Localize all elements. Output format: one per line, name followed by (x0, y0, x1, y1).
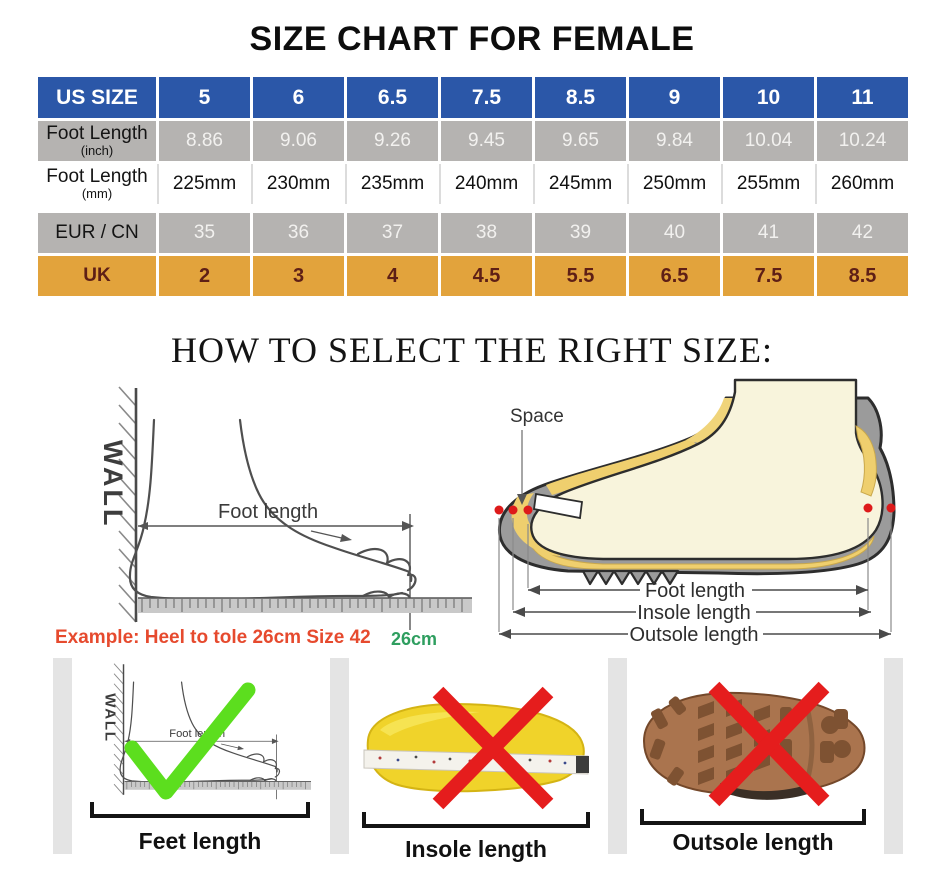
space-label: Space (510, 406, 564, 427)
outsole-length-panel (628, 663, 878, 828)
inch-value: 9.06 (253, 121, 344, 161)
us-size-value: 11 (817, 77, 908, 118)
mm-value: 245mm (535, 164, 626, 204)
inch-value: 9.45 (441, 121, 532, 161)
foot-length-dimension (138, 521, 414, 542)
eur-value: 37 (347, 213, 438, 253)
us-size-header: US SIZE (38, 77, 156, 118)
mm-value: 230mm (253, 164, 344, 204)
eur-value: 41 (723, 213, 814, 253)
inch-value: 9.84 (629, 121, 720, 161)
inch-value: 10.04 (723, 121, 814, 161)
mm-value: 235mm (347, 164, 438, 204)
us-size-value: 10 (723, 77, 814, 118)
us-size-value: 6.5 (347, 77, 438, 118)
uk-row (38, 256, 908, 296)
uk-value: 4.5 (441, 256, 532, 296)
panel-divider (884, 658, 903, 854)
us-size-value: 8.5 (535, 77, 626, 118)
us-size-value: 5 (159, 77, 250, 118)
shoe-cross-section-diagram (488, 378, 944, 650)
row-label: Foot Length (mm) (38, 164, 156, 204)
foot-measure-diagram (58, 384, 478, 632)
outsole-length-caption: Outsole length (672, 829, 834, 855)
page-title: SIZE CHART FOR FEMALE (249, 20, 695, 58)
eur-value: 39 (535, 213, 626, 253)
eur-value: 40 (629, 213, 720, 253)
mm-value: 240mm (441, 164, 532, 204)
example-26cm-mark: 26cm (391, 629, 438, 649)
inch-value: 9.26 (347, 121, 438, 161)
wall-label: WALL (98, 440, 128, 529)
row-label: EUR / CN (38, 213, 156, 253)
uk-value: 7.5 (723, 256, 814, 296)
us-size-value: 7.5 (441, 77, 532, 118)
panel-divider (53, 658, 72, 854)
uk-value: 6.5 (629, 256, 720, 296)
feet-length-caption: Feet length (138, 828, 262, 854)
uk-value: 3 (253, 256, 344, 296)
inch-value: 10.24 (817, 121, 908, 161)
measure-bracket (92, 802, 308, 818)
eur-value: 38 (441, 213, 532, 253)
panel-divider (608, 658, 627, 854)
ruler (138, 598, 472, 613)
mm-value: 255mm (723, 164, 814, 204)
row-label: UK (38, 256, 156, 296)
uk-value: 2 (159, 256, 250, 296)
measure-bracket (642, 809, 864, 825)
eur-value: 42 (817, 213, 908, 253)
foot-length-label: Foot length (218, 501, 319, 523)
shoe-foot-length-label: Foot length (644, 580, 746, 602)
insole-length-label: Insole length (637, 602, 751, 624)
inch-value: 8.86 (159, 121, 250, 161)
insole-length-caption: Insole length (405, 836, 547, 862)
insole-shape (368, 704, 584, 791)
section-heading: HOW TO SELECT THE RIGHT SIZE: (170, 330, 773, 370)
foot-length-inch-row (38, 121, 908, 161)
eur-cn-row (38, 213, 908, 253)
uk-value: 8.5 (817, 256, 908, 296)
size-table (35, 74, 911, 299)
row-label: Foot Length (inch) (38, 121, 156, 161)
mm-value: 260mm (817, 164, 908, 204)
insole-length-panel (350, 670, 602, 830)
feet-length-panel (76, 662, 324, 830)
us-size-value: 9 (629, 77, 720, 118)
uk-value: 5.5 (535, 256, 626, 296)
panel-divider (330, 658, 349, 854)
foot-diagram-group (98, 387, 472, 630)
foot-and-leg (531, 380, 882, 559)
us-size-value: 6 (253, 77, 344, 118)
inch-value: 9.65 (535, 121, 626, 161)
mm-value: 250mm (629, 164, 720, 204)
eur-value: 36 (253, 213, 344, 253)
mm-value: 225mm (159, 164, 250, 204)
table-header-row (38, 77, 908, 118)
row-spacer (38, 207, 908, 210)
uk-value: 4 (347, 256, 438, 296)
example-note: Example: Heel to tole 26cm Size 42 (55, 627, 371, 648)
measure-bracket (364, 812, 588, 828)
foot-length-mm-row (38, 164, 908, 204)
outsole-length-label: Outsole length (629, 624, 759, 646)
eur-value: 35 (159, 213, 250, 253)
